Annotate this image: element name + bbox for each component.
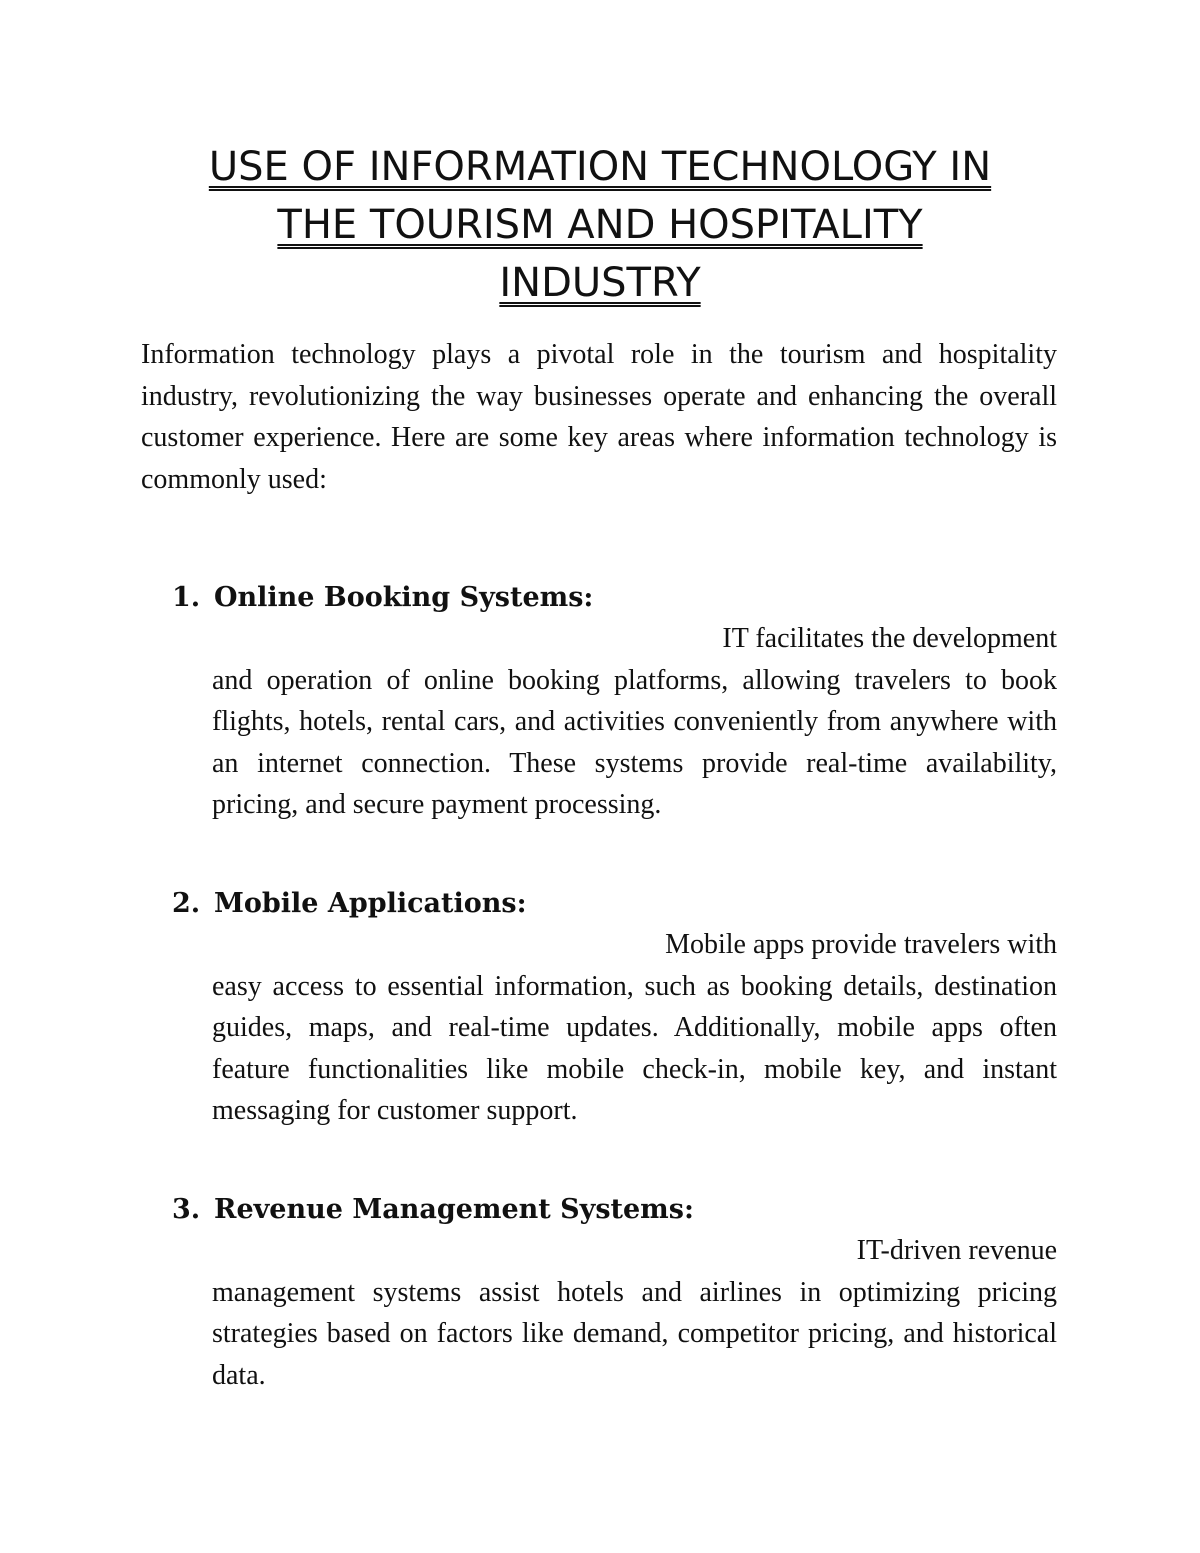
section-heading-text: Mobile Applications: [214,888,527,919]
section-lead-text: Mobile apps provide travelers with [665,929,1057,960]
section-heading [172,1190,1057,1230]
section-body-text: and operation of online booking platforms, allowing travelers to book flights, hotels, rental cars, and activities conveniently from anywhere with an internet connection. These systems provide real-time availability, pricing, and secure payment processing. [212,664,1057,820]
section-number: 3. [172,1194,201,1225]
section-heading-text: Online Booking Systems: [214,582,594,613]
section-heading-text: Revenue Management Systems: [214,1194,694,1225]
intro-paragraph: Information technology plays a pivotal role in the tourism and hospitality industry, revolutionizing the way businesses operate and enhancing the overall customer experience. Here are some key areas where information technology is commonly used: [141,339,1057,495]
section-mobile-applications [172,884,1057,1132]
section-lead-text: IT facilitates the development [722,623,1057,654]
page-title [140,138,1060,312]
title-line-1: USE OF INFORMATION TECHNOLOGY IN [208,144,992,190]
title-line-3: INDUSTRY [499,260,701,306]
section-online-booking [172,578,1057,826]
section-body-text: easy access to essential information, such as booking details, destination guides, maps, and real-time updates. Additionally, mobile apps often feature functionalities like mobile check-in, mobile key, and instant messaging for customer support. [212,970,1057,1126]
section-body [212,618,1057,826]
section-number: 2. [172,888,201,919]
section-body [212,1230,1057,1396]
section-lead-text: IT-driven revenue [856,1235,1057,1266]
section-body [212,924,1057,1132]
title-line-2: THE TOURISM AND HOSPITALITY [277,202,923,248]
section-number: 1. [172,582,201,613]
section-heading [172,578,1057,618]
section-revenue-management [172,1190,1057,1396]
section-body-text: management systems assist hotels and airlines in optimizing pricing strategies based on factors like demand, competitor pricing, and historical data. [212,1276,1057,1391]
section-heading [172,884,1057,924]
